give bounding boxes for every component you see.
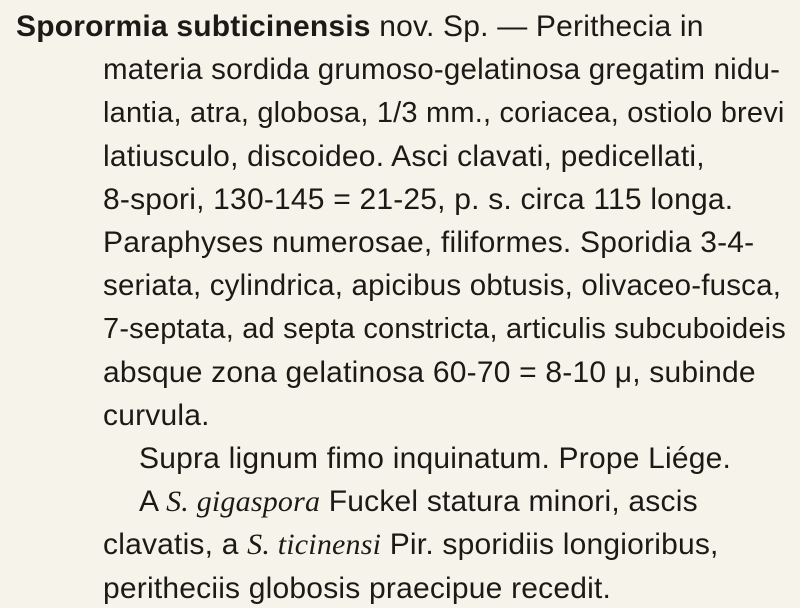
description-line-7: 7-septata, ad septa constricta, articulis subcuboideis [103, 313, 786, 346]
species-reference-ticinensi: S. ticinensi [247, 528, 382, 562]
description-line-4: 8-spori, 130-145 = 21-25, p. s. circa 115 longa. [103, 182, 734, 216]
species-reference-gigaspora: S. gigaspora [166, 485, 321, 519]
description-line-8: absque zona gelatinosa 60-70 = 8-10 μ, subinde [103, 355, 756, 389]
comparison-text-1: Fuckel statura minori, ascis [320, 485, 698, 519]
comparison-text-2: Pir. sporidiis longioribus, [381, 528, 719, 562]
comparison-line-2 [103, 526, 719, 564]
species-title: Sporormia subticinensis [16, 10, 371, 43]
comparison-lead: A [139, 485, 167, 519]
title-rest: nov. Sp. — Perithecia in [370, 10, 704, 43]
comparison-line-3: peritheciis globosis praecipue recedit. [103, 571, 612, 605]
comparison-line-2-start: clavatis, a [103, 528, 248, 562]
entry-title-line [16, 8, 704, 46]
description-line-2: lantia, atra, globosa, 1/3 mm., coriacea, ostiolo brevi [103, 97, 785, 130]
comparison-line-1 [139, 483, 698, 521]
description-line-9: curvula. [103, 398, 210, 432]
description-line-1: materia sordida grumoso-gelatinosa gregatim nidu- [103, 53, 781, 87]
description-line-3: latiusculo, discoideo. Asci clavati, pedicellati, [103, 139, 705, 173]
description-line-6: seriata, cylindrica, apicibus obtusis, olivaceo-fusca, [103, 269, 782, 303]
description-line-5: Paraphyses numerosae, filiformes. Sporidia 3-4- [103, 226, 755, 259]
habitat-line: Supra lignum fimo inquinatum. Prope Liége. [139, 442, 732, 475]
